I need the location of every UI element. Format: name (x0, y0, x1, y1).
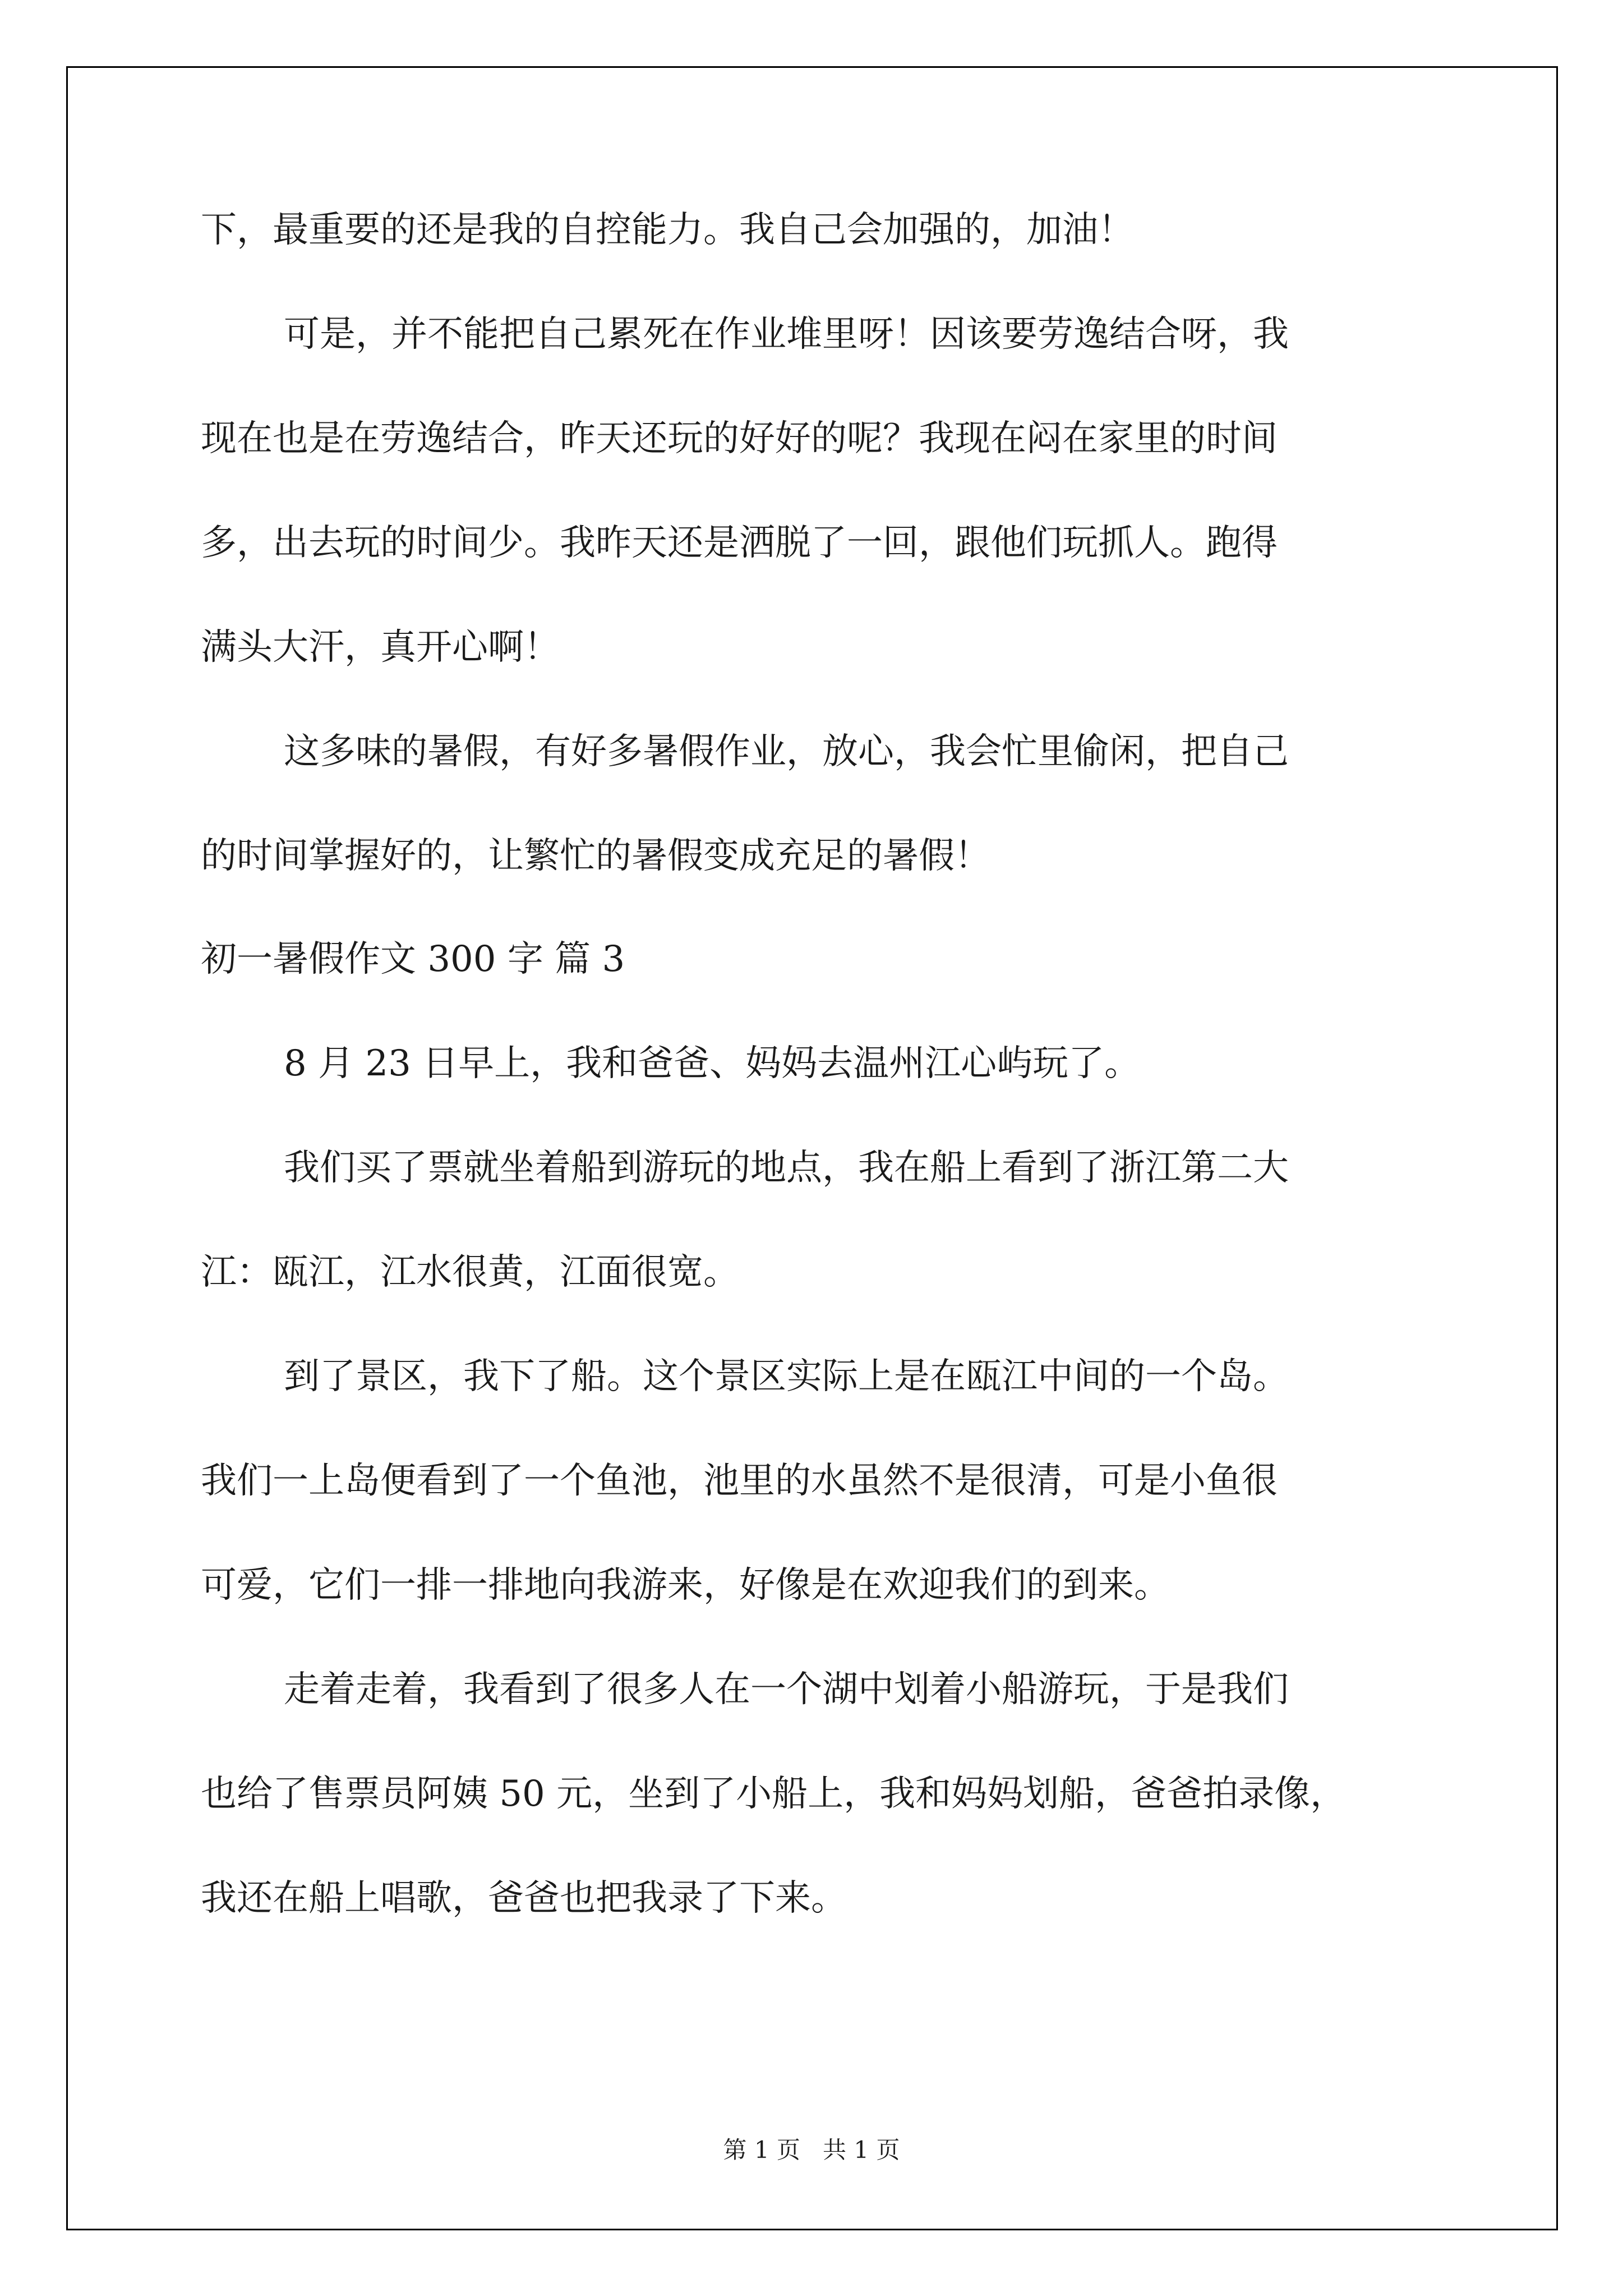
paragraph-line: 走着走着，我看到了很多人在一个湖中划着小船游玩，于是我们 (284, 1669, 1289, 1710)
paragraph-line: 也给了售票员阿姨 50 元，坐到了小船上，我和妈妈划船，爸爸拍录像， (201, 1773, 1347, 1815)
paragraph-line: 到了景区，我下了船。这个景区实际上是在瓯江中间的一个岛。 (284, 1356, 1289, 1397)
page-number: 第 1 页 共 1 页 (723, 2136, 900, 2164)
paragraph-line: 多，出去玩的时间少。我昨天还是洒脱了一回，跟他们玩抓人。跑得 (201, 522, 1278, 564)
paragraph-line: 我们买了票就坐着船到游玩的地点，我在船上看到了浙江第二大 (284, 1147, 1289, 1189)
paragraph-line: 这多味的暑假，有好多暑假作业，放心，我会忙里偷闲，把自己 (284, 731, 1289, 772)
paragraph-line: 我们一上岛便看到了一个鱼池，池里的水虽然不是很清，可是小鱼很 (201, 1460, 1278, 1502)
section-heading: 初一暑假作文 300 字 篇 3 (201, 938, 625, 980)
paragraph-line: 现在也是在劳逸结合，昨天还玩的好好的呢？我现在闷在家里的时间 (201, 418, 1278, 459)
paragraph-line: 的时间掌握好的，让繁忙的暑假变成充足的暑假！ (201, 835, 990, 877)
paragraph-line: 我还在船上唱歌，爸爸也把我录了下来。 (201, 1878, 847, 1919)
paragraph-line: 8 月 23 日早上，我和爸爸、妈妈去温州江心屿玩了。 (284, 1043, 1141, 1084)
paragraph-line: 可爱，它们一排一排地向我游来，好像是在欢迎我们的到来。 (201, 1565, 1170, 1606)
paragraph-line: 江：瓯江，江水很黄，江面很宽。 (201, 1251, 739, 1293)
paragraph-line: 可是，并不能把自己累死在作业堆里呀！因该要劳逸结合呀，我 (284, 314, 1289, 355)
paragraph-line: 下，最重要的还是我的自控能力。我自己会加强的，加油！ (201, 209, 1134, 251)
paragraph-line: 满头大汗，真开心啊！ (201, 627, 560, 668)
